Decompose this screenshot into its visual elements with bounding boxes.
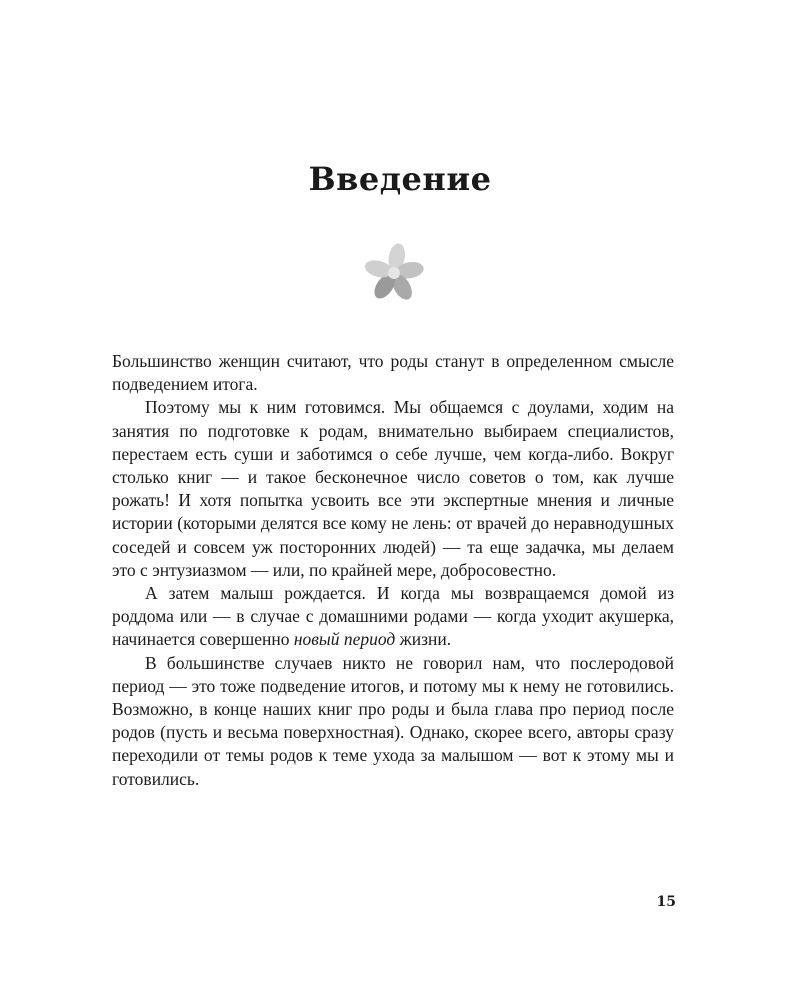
paragraph-1: Большинство женщин считают, что роды станут в определенном смысле подведением итога. bbox=[112, 351, 674, 395]
paragraph-4: В большинстве случаев никто не говорил нам, что послеродовой период — это тоже подведение итогов, и потому мы к нему не готовились. Возможно, в конце наших книг про роды и была глава про период после родов (пусть и весьма поверхностная). Однако, скорее всего, авторы сразу переходили от темы родов к теме ухода за малышом — вот к этому мы и готовились. bbox=[112, 652, 674, 789]
flower-icon bbox=[358, 240, 430, 304]
page-number: 15 bbox=[656, 894, 676, 910]
paragraph-3 bbox=[112, 582, 674, 652]
paragraph-2: Поэтому мы к ним готовимся. Мы общаемся с доулами, ходим на занятия по подготовке к родам, внимательно выбираем специалистов, перестаем есть суши и заботимся о себе лучше, чем когда-либо. Вокруг столько книг — и такое бесконечное число советов о том, как лучше рожать! И хотя попытка усвоить все эти экспертные мнения и личные истории (которыми делятся все кому не лень: от врачей до неравнодушных соседей и совсем уж посторонних людей) — та еще задачка, мы делаем это с энтузиазмом — или, по крайней мере, добросовестно. bbox=[112, 397, 674, 580]
paragraph-3-emphasis: новый период bbox=[293, 629, 396, 650]
chapter-body bbox=[112, 350, 674, 791]
chapter-title: Введение bbox=[308, 160, 492, 198]
paragraph-3-text-after: жизни. bbox=[395, 629, 452, 650]
paragraph-3-text-before: А затем малыш рождается. И когда мы возвращаемся домой из роддома или — в случае с домашними родами — когда уходит акушерка, начинается совершенно bbox=[112, 583, 674, 650]
